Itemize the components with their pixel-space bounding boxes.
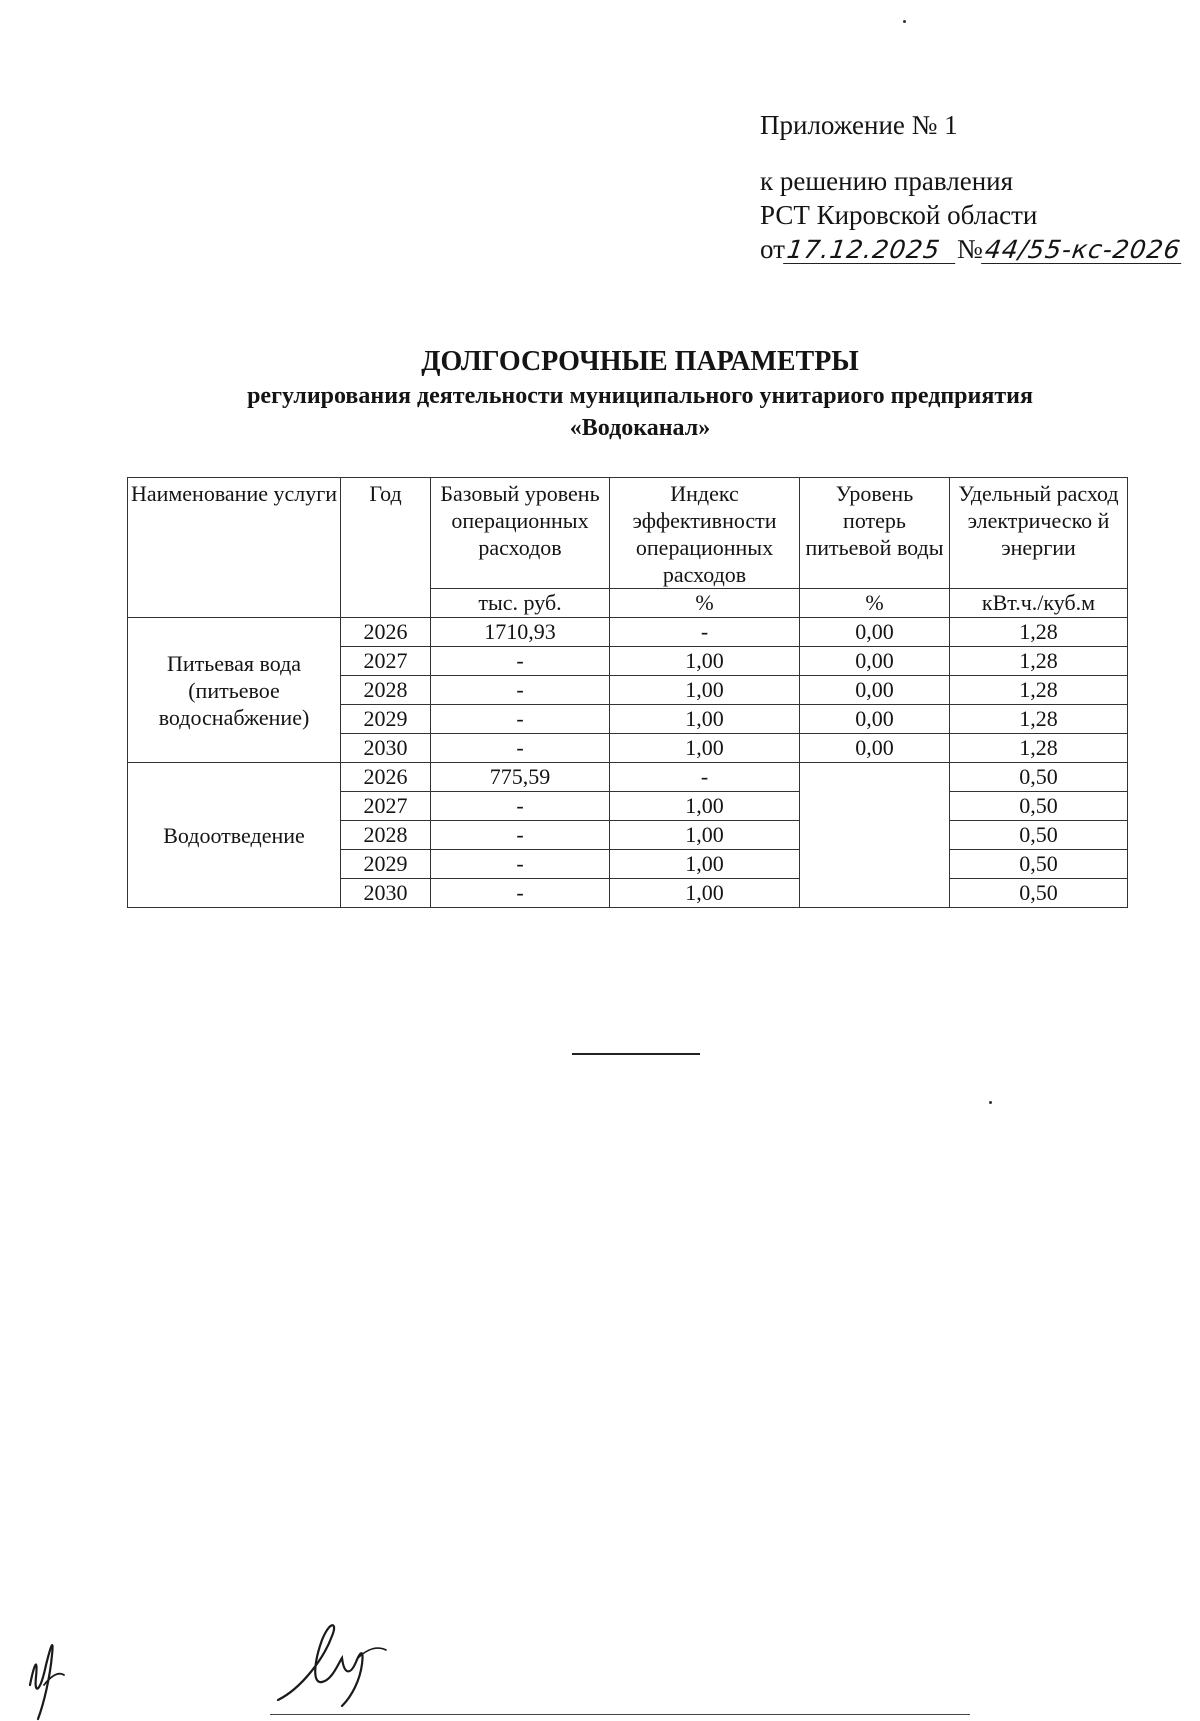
cell-loss-level: 0,00 <box>800 618 950 647</box>
service-name: Водоотведение <box>128 763 341 908</box>
cell-base-level: - <box>431 647 610 676</box>
cell-base-level: - <box>431 792 610 821</box>
unit-base-level: тыс. руб. <box>431 589 610 618</box>
cell-efficiency-index: 1,00 <box>610 792 800 821</box>
cell-energy: 0,50 <box>950 821 1128 850</box>
appendix-title: Приложение № 1 <box>760 110 958 140</box>
cell-year: 2029 <box>341 705 431 734</box>
cell-base-level: - <box>431 879 610 908</box>
cell-efficiency-index: 1,00 <box>610 879 800 908</box>
header-service: Наименование услуги <box>128 478 341 618</box>
table-row <box>128 618 1128 647</box>
cell-base-level: - <box>431 821 610 850</box>
cell-year: 2030 <box>341 734 431 763</box>
cell-base-level: 1710,93 <box>431 618 610 647</box>
cell-base-level: - <box>431 850 610 879</box>
cell-efficiency-index: - <box>610 618 800 647</box>
cell-year: 2027 <box>341 792 431 821</box>
title-subtitle-line2: «Водоканал» <box>569 415 711 441</box>
cell-efficiency-index: 1,00 <box>610 850 800 879</box>
cell-year: 2029 <box>341 850 431 879</box>
bottom-scan-line <box>270 1714 970 1715</box>
parameters-table <box>127 477 1128 908</box>
cell-loss-level: 0,00 <box>800 705 950 734</box>
cell-year: 2028 <box>341 676 431 705</box>
cell-energy: 0,50 <box>950 792 1128 821</box>
cell-base-level: - <box>431 705 610 734</box>
scan-speck <box>989 1101 992 1104</box>
unit-efficiency-index: % <box>610 589 800 618</box>
number-prefix: № <box>956 234 983 264</box>
cell-energy: 0,50 <box>950 850 1128 879</box>
cell-loss-level: 0,00 <box>800 676 950 705</box>
cell-efficiency-index: 1,00 <box>610 705 800 734</box>
cell-base-level: - <box>431 734 610 763</box>
handwritten-signature <box>272 1618 392 1708</box>
cell-year: 2030 <box>341 879 431 908</box>
handwritten-date: 17.12.2025 <box>783 237 959 264</box>
header-efficiency-index: Индекс эффективности операционных расходов <box>610 478 800 589</box>
from-prefix: от <box>760 234 785 264</box>
cell-efficiency-index: 1,00 <box>610 647 800 676</box>
cell-efficiency-index: - <box>610 763 800 792</box>
cell-efficiency-index: 1,00 <box>610 821 800 850</box>
header-year: Год <box>341 478 431 618</box>
header-loss-level: Уровень потерь питьевой воды <box>800 478 950 589</box>
initials-signature <box>24 1625 68 1721</box>
cell-loss-level: 0,00 <box>800 647 950 676</box>
cell-year: 2027 <box>341 647 431 676</box>
header-energy: Удельный расход электрическо й энергии <box>950 478 1128 589</box>
table-row <box>128 763 1128 792</box>
cell-energy: 1,28 <box>950 676 1128 705</box>
cell-energy: 1,28 <box>950 647 1128 676</box>
cell-base-level: 775,59 <box>431 763 610 792</box>
cell-energy: 1,28 <box>950 734 1128 763</box>
handwritten-number: 44/55-кс-2026 <box>982 235 1183 264</box>
end-of-document-rule <box>572 1053 700 1055</box>
cell-year: 2026 <box>341 763 431 792</box>
cell-energy: 1,28 <box>950 618 1128 647</box>
unit-energy: кВт.ч./куб.м <box>950 589 1128 618</box>
title-subtitle-line1: регулирования деятельности муниципального унитариого предприятия <box>247 383 1033 409</box>
title-main: ДОЛГОСРОЧНЫЕ ПАРАМЕТРЫ <box>421 346 859 377</box>
cell-year: 2026 <box>341 618 431 647</box>
service-name: Питьевая вода (питьевое водоснабжение) <box>128 618 341 763</box>
document-title <box>100 344 1180 444</box>
unit-loss-level: % <box>800 589 950 618</box>
cell-energy: 0,50 <box>950 763 1128 792</box>
header-row <box>128 478 1128 589</box>
cell-efficiency-index: 1,00 <box>610 734 800 763</box>
scan-speck <box>903 20 906 23</box>
appendix-authority: РСТ Кировской области <box>760 200 1038 230</box>
cell-energy: 0,50 <box>950 879 1128 908</box>
cell-energy: 1,28 <box>950 705 1128 734</box>
appendix-block <box>760 108 1183 266</box>
cell-loss-level: 0,00 <box>800 734 950 763</box>
cell-loss-level-empty <box>800 763 950 908</box>
appendix-decision: к решению правления <box>760 166 1014 196</box>
cell-base-level: - <box>431 676 610 705</box>
appendix-date-number <box>760 232 1183 266</box>
cell-year: 2028 <box>341 821 431 850</box>
cell-efficiency-index: 1,00 <box>610 676 800 705</box>
header-base-level: Базовый уровень операционных расходов <box>431 478 610 589</box>
